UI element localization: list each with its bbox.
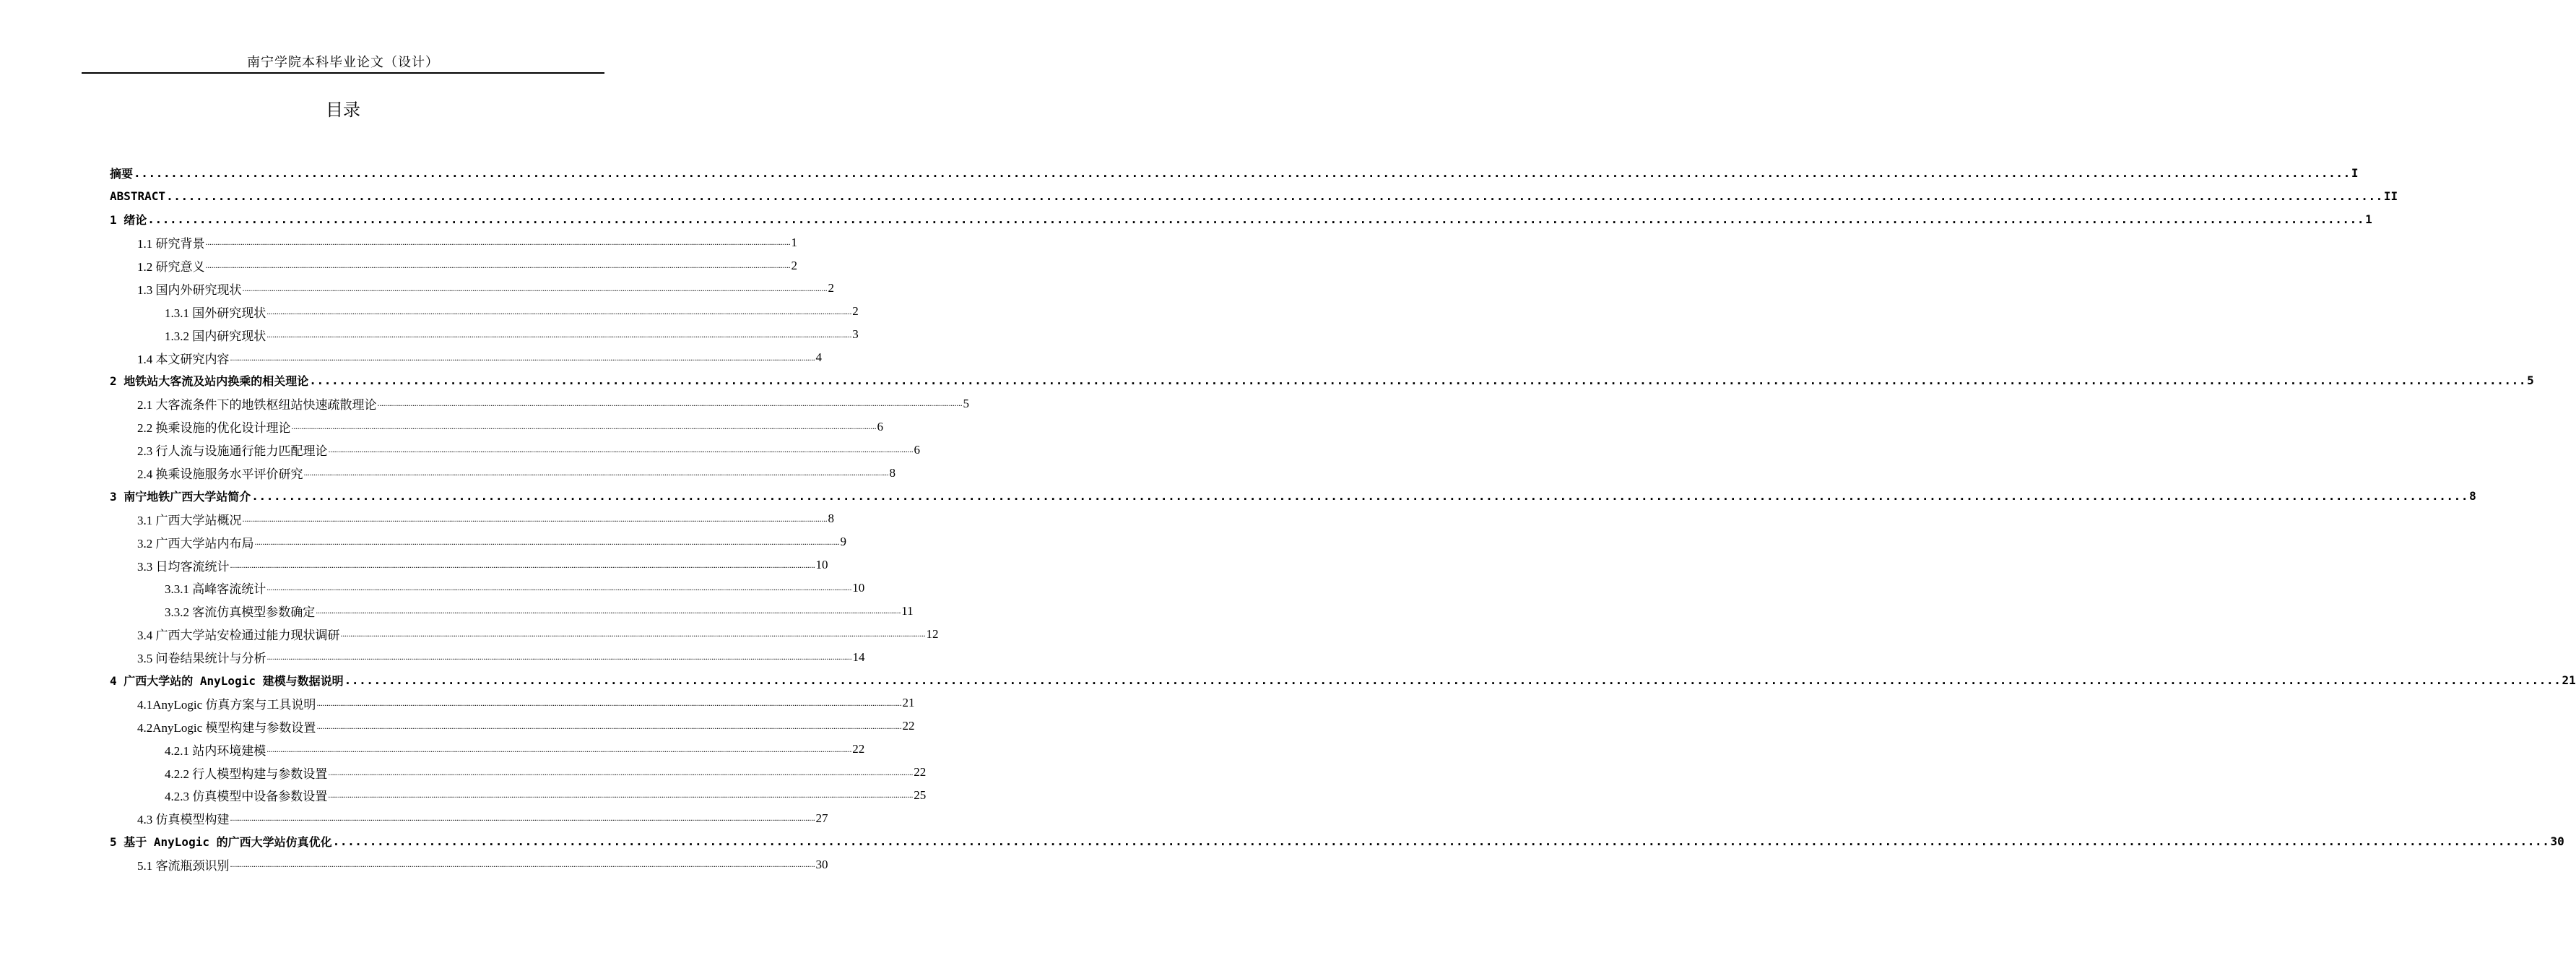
toc-entry-title: 2.1 大客流条件下的地铁枢纽站快速疏散理论 [137, 398, 377, 413]
toc-entry[interactable] [0, 691, 915, 715]
dot-leader: ............................................................................................................................................................................................................................................................................................................ [328, 444, 914, 455]
toc-page-number: 2 [852, 304, 859, 319]
toc-page-number: 9 [840, 535, 847, 549]
dot-leader: ............................................................................................................................................................................................................................................................................................................ [254, 536, 840, 547]
toc-entry[interactable] [0, 669, 2576, 692]
toc-entry-title: ABSTRACT [110, 189, 166, 204]
toc-entry[interactable] [0, 254, 798, 277]
toc-entry-title: 2.3 行人流与设施通行能力匹配理论 [137, 444, 328, 459]
toc-page-number: 2 [828, 281, 835, 295]
toc-page-number: 1 [791, 235, 798, 249]
toc-page-number: 21 [902, 696, 915, 710]
toc-entry-title: 1.3.1 国外研究现状 [165, 306, 266, 320]
toc-page-number: 5 [2527, 374, 2534, 388]
toc-entry[interactable] [0, 208, 2372, 231]
dot-leader: ............................................................................................................................................................................................................................................................................................................ [266, 652, 852, 663]
toc-entry-title: 3.2 广西大学站内布局 [137, 536, 254, 551]
toc-entry-title: 1.4 本文研究内容 [137, 352, 230, 366]
toc-entry-title: 5.1 客流瓶颈识别 [137, 859, 230, 873]
toc-entry-title: 3.4 广西大学站安检通过能力现状调研 [137, 629, 340, 643]
toc-page-number: 10 [815, 558, 828, 572]
toc-page-number: 30 [2550, 834, 2564, 849]
toc-page-number: 22 [914, 765, 927, 780]
toc-entry-title: 3.1 广西大学站概况 [137, 513, 242, 527]
dot-leader: ............................................................................................................................................................................................................................................................................................................ [316, 697, 902, 708]
toc-entry[interactable] [0, 830, 2564, 853]
dot-leader: ............................................................................................................................................................................................................................................................................................................ [316, 720, 902, 731]
toc-entry[interactable] [0, 530, 847, 553]
toc-page-number: II [2383, 189, 2398, 204]
toc-entry-title: 1.3 国内外研究现状 [137, 282, 242, 297]
dot-leader: ............................................................................................................................................................................................................................................................................................................ [205, 237, 791, 248]
toc-entry-title: 1.3.2 国内研究现状 [165, 329, 266, 343]
dot-leader: ............................................................................................................................................................................................................................................................................................................ [309, 374, 2527, 388]
toc-entry-title: 5 基于 AnyLogic 的广西大学站仿真优化 [110, 835, 332, 850]
toc-entry-title: 4.2.1 站内环境建模 [165, 743, 266, 758]
toc-page-number: 8 [828, 512, 835, 526]
toc-page-number: 1 [2365, 212, 2372, 227]
dot-leader: ............................................................................................................................................................................................................................................................................................................ [230, 813, 815, 824]
toc-entry-title: 4.2.2 行人模型构建与参数设置 [165, 767, 328, 781]
toc-entry-title: 4.1AnyLogic 仿真方案与工具说明 [137, 697, 316, 712]
dot-leader: ............................................................................................................................................................................................................................................................................................................ [242, 513, 828, 524]
dot-leader: ............................................................................................................................................................................................................................................................................................................ [266, 743, 852, 754]
toc-entry[interactable] [0, 484, 2476, 507]
toc-entry[interactable] [0, 738, 865, 761]
toc-page-number: 11 [901, 603, 914, 618]
toc-entry-title: 4 广西大学站的 AnyLogic 建模与数据说明 [110, 674, 344, 689]
toc-page-number: 22 [902, 719, 915, 733]
toc-entry[interactable] [0, 600, 914, 623]
toc-entry-title: 4.2AnyLogic 模型构建与参数设置 [137, 720, 316, 735]
dot-leader: ............................................................................................................................................................................................................................................................................................................ [340, 629, 926, 639]
toc-entry[interactable] [0, 646, 865, 669]
toc-page-number: 10 [852, 580, 865, 595]
dot-leader: ............................................................................................................................................................................................................................................................................................................ [332, 834, 2550, 849]
toc-page-number: 2 [791, 258, 798, 272]
dot-leader: ............................................................................................................................................................................................................................................................................................................ [266, 306, 852, 316]
dot-leader: ............................................................................................................................................................................................................................................................................................................ [266, 582, 852, 593]
toc-entry-title: 2 地铁站大客流及站内换乘的相关理论 [110, 374, 309, 389]
dot-leader: ............................................................................................................................................................................................................................................................................................................ [147, 212, 2365, 227]
toc-entry[interactable] [0, 392, 970, 415]
toc-page-number: 22 [852, 742, 865, 756]
toc-entry[interactable] [0, 715, 915, 738]
dot-leader: ............................................................................................................................................................................................................................................................................................................ [205, 260, 791, 270]
toc-page-number: 5 [963, 396, 970, 410]
page-header: 南宁学院本科毕业论文（设计） [247, 55, 439, 69]
toc-entry-title: 4.2.3 仿真模型中设备参数设置 [165, 790, 328, 804]
toc-page-number: 6 [914, 442, 921, 457]
toc-entry-title: 3.3.2 客流仿真模型参数确定 [165, 605, 316, 620]
toc-entry[interactable] [0, 807, 828, 830]
toc-entry[interactable] [0, 577, 865, 600]
toc-page-number: 30 [815, 857, 828, 871]
toc-page-number: 25 [914, 787, 927, 802]
toc-page-number: 4 [815, 350, 823, 365]
toc-entry-title: 1.1 研究背景 [137, 237, 205, 251]
toc-entry[interactable] [0, 415, 884, 439]
toc-entry[interactable] [0, 346, 823, 369]
toc-title: 目录 [326, 100, 360, 120]
dot-leader: ............................................................................................................................................................................................................................................................................................................ [328, 790, 914, 800]
dot-leader: ............................................................................................................................................................................................................................................................................................................ [230, 352, 815, 363]
toc-entry-title: 3.5 问卷结果统计与分析 [137, 652, 266, 666]
toc-page-number: 8 [2469, 488, 2476, 503]
dot-leader: ............................................................................................................................................................................................................................................................................................................ [266, 329, 852, 340]
dot-leader: ............................................................................................................................................................................................................................................................................................................ [134, 166, 2351, 181]
dot-leader: ............................................................................................................................................................................................................................................................................................................ [377, 398, 963, 409]
toc-entry-title: 3.3.1 高峰客流统计 [165, 582, 266, 597]
dot-leader: ............................................................................................................................................................................................................................................................................................................ [328, 767, 914, 777]
toc-entry[interactable] [0, 507, 835, 530]
toc-page-number: 8 [889, 465, 896, 480]
toc-entry[interactable] [0, 623, 939, 646]
toc-entry-title: 摘要 [110, 167, 134, 181]
toc-page-number: 14 [852, 650, 865, 664]
header-rule [82, 72, 604, 74]
toc-page-number: 27 [815, 811, 828, 825]
toc-entry[interactable] [0, 162, 2359, 185]
toc-page-number: I [2351, 166, 2359, 181]
toc-entry[interactable] [0, 323, 859, 346]
toc-entry-title: 1.2 研究意义 [137, 260, 205, 274]
toc-entry-title: 3.3 日均客流统计 [137, 559, 230, 574]
toc-page-number: 21 [2562, 673, 2576, 688]
toc-entry-title: 2.4 换乘设施服务水平评价研究 [137, 467, 303, 482]
toc-entry[interactable] [0, 761, 927, 784]
dot-leader: ............................................................................................................................................................................................................................................................................................................ [251, 488, 2469, 503]
table-of-contents [0, 162, 2576, 876]
toc-entry-title: 3 南宁地铁广西大学站简介 [110, 489, 251, 504]
toc-entry[interactable] [0, 369, 2534, 392]
toc-entry-title: 1 绪论 [110, 213, 147, 228]
dot-leader: ............................................................................................................................................................................................................................................................................................................ [166, 189, 2383, 204]
toc-entry-title: 2.2 换乘设施的优化设计理论 [137, 421, 291, 436]
dot-leader: ............................................................................................................................................................................................................................................................................................................ [242, 282, 828, 293]
toc-entry[interactable] [0, 462, 896, 485]
dot-leader: ............................................................................................................................................................................................................................................................................................................ [291, 421, 877, 432]
toc-entry[interactable] [0, 185, 2398, 208]
toc-entry[interactable] [0, 784, 927, 807]
toc-entry-title: 4.3 仿真模型构建 [137, 813, 230, 827]
toc-entry[interactable] [0, 277, 835, 300]
toc-page-number: 3 [852, 327, 859, 342]
toc-entry[interactable] [0, 553, 828, 577]
toc-entry[interactable] [0, 853, 828, 876]
dot-leader: ............................................................................................................................................................................................................................................................................................................ [344, 673, 2562, 688]
dot-leader: ............................................................................................................................................................................................................................................................................................................ [316, 605, 901, 616]
dot-leader: ............................................................................................................................................................................................................................................................................................................ [230, 859, 815, 870]
toc-entry[interactable] [0, 231, 798, 254]
toc-entry[interactable] [0, 300, 859, 323]
dot-leader: ............................................................................................................................................................................................................................................................................................................ [230, 559, 815, 570]
toc-page-number: 6 [877, 419, 884, 433]
dot-leader: ............................................................................................................................................................................................................................................................................................................ [303, 467, 889, 478]
toc-page-number: 12 [926, 626, 939, 641]
toc-entry[interactable] [0, 439, 921, 462]
